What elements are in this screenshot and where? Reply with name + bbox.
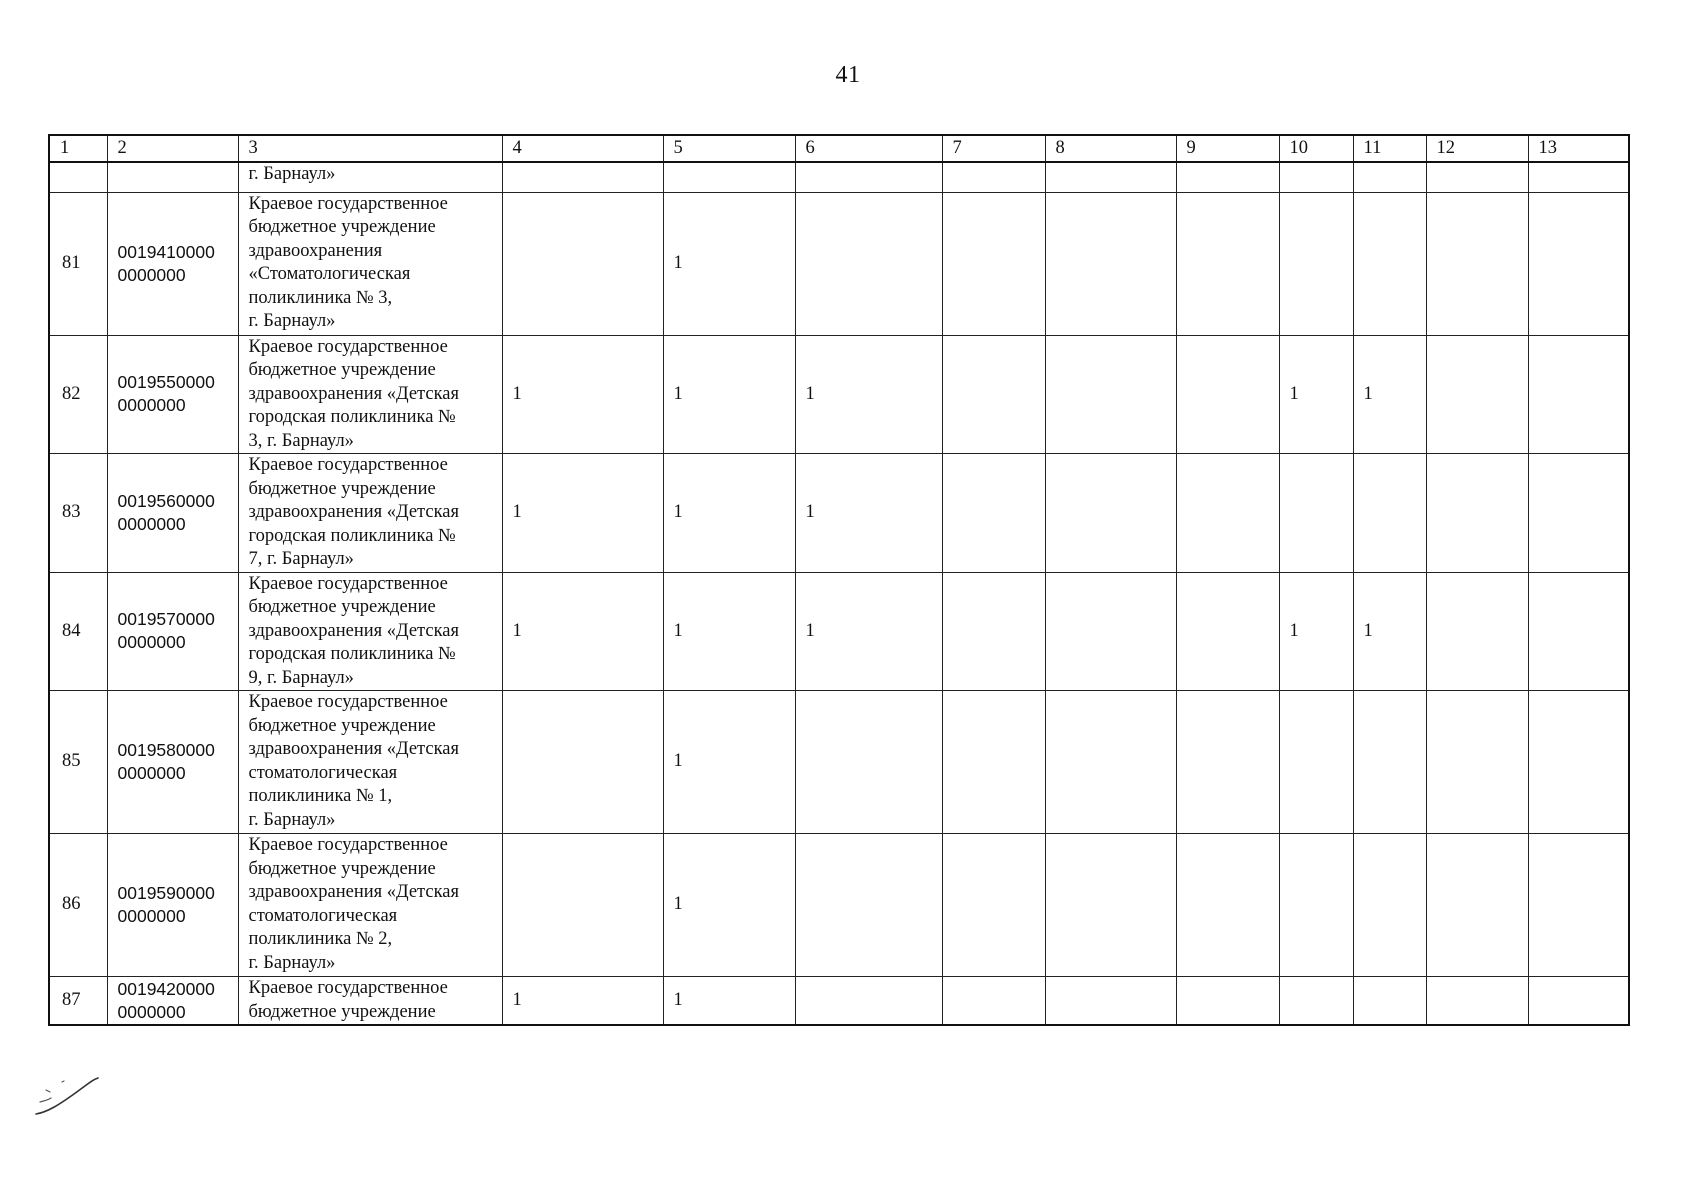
cell-col-5: 1 bbox=[663, 335, 795, 454]
row-number: 86 bbox=[49, 834, 107, 977]
cell-col-6 bbox=[795, 691, 942, 834]
registry-code-line: 0019570000 bbox=[117, 609, 215, 630]
organization-name bbox=[238, 162, 502, 192]
cell-col-11: 1 bbox=[1353, 335, 1426, 454]
cell-col-7 bbox=[942, 834, 1045, 977]
cell-col-12 bbox=[1426, 335, 1528, 454]
cell-col-9 bbox=[1176, 454, 1279, 573]
registry-code-line: 0019550000 bbox=[117, 372, 215, 393]
organization-name-line: Краевое государственное bbox=[248, 835, 448, 855]
cell-col-6 bbox=[795, 834, 942, 977]
registry-code bbox=[107, 572, 238, 691]
cell-col-12 bbox=[1426, 162, 1528, 192]
registry-code bbox=[107, 454, 238, 573]
organization-name-line: здравоохранения «Детская bbox=[248, 620, 460, 641]
column-header-13: 13 bbox=[1528, 135, 1629, 162]
organization-name-line: 7, г. Барнаул» bbox=[248, 549, 354, 569]
cell-col-6: 1 bbox=[795, 335, 942, 454]
organization-name-line: городская поликлиника № bbox=[248, 644, 456, 664]
cell-col-7 bbox=[942, 454, 1045, 573]
organization-name-line: Краевое государственное bbox=[248, 455, 448, 475]
cell-col-4: 1 bbox=[502, 977, 663, 1026]
cell-col-11 bbox=[1353, 192, 1426, 335]
cell-col-9 bbox=[1176, 192, 1279, 335]
row-number: 84 bbox=[49, 572, 107, 691]
column-header-12: 12 bbox=[1426, 135, 1528, 162]
table-row bbox=[49, 454, 1629, 573]
cell-col-11 bbox=[1353, 691, 1426, 834]
column-header-1: 1 bbox=[49, 135, 107, 162]
registry-code-line: 0019410000 bbox=[117, 241, 215, 262]
cell-col-7 bbox=[942, 335, 1045, 454]
registry-code-line: 0019560000 bbox=[117, 490, 215, 511]
cell-col-8 bbox=[1045, 572, 1176, 691]
organization-name-line: Краевое государственное bbox=[248, 193, 448, 214]
column-header-9: 9 bbox=[1176, 135, 1279, 162]
organization-name-line: здравоохранения «Детская bbox=[248, 739, 460, 759]
table-row bbox=[49, 977, 1629, 1026]
cell-col-9 bbox=[1176, 162, 1279, 192]
cell-col-6 bbox=[795, 162, 942, 192]
column-header-11: 11 bbox=[1353, 135, 1426, 162]
cell-col-12 bbox=[1426, 572, 1528, 691]
page-number: 41 bbox=[835, 62, 861, 88]
cell-col-4 bbox=[502, 834, 663, 977]
cell-col-4 bbox=[502, 691, 663, 834]
table-row bbox=[49, 834, 1629, 977]
organization-name-line: 9, г. Барнаул» bbox=[248, 667, 354, 688]
cell-col-5: 1 bbox=[663, 691, 795, 834]
organization-name-line: городская поликлиника № bbox=[248, 525, 456, 546]
cell-col-9 bbox=[1176, 335, 1279, 454]
cell-col-9 bbox=[1176, 834, 1279, 977]
cell-col-8 bbox=[1045, 335, 1176, 454]
cell-col-5: 1 bbox=[663, 834, 795, 977]
cell-col-11 bbox=[1353, 977, 1426, 1026]
cell-col-8 bbox=[1045, 162, 1176, 192]
cell-col-10 bbox=[1279, 977, 1353, 1026]
registry-code bbox=[107, 162, 238, 192]
organization-name-line: бюджетное учреждение bbox=[248, 1001, 436, 1022]
table-row bbox=[49, 192, 1629, 335]
cell-col-8 bbox=[1045, 834, 1176, 977]
organization-name-line: поликлиника № 2, bbox=[248, 929, 393, 949]
header-row bbox=[49, 135, 1629, 162]
registry-code-line: 0019580000 bbox=[117, 740, 215, 760]
organization-name-line: бюджетное учреждение bbox=[248, 858, 436, 879]
organization-name-line: Краевое государственное bbox=[248, 692, 448, 712]
cell-col-5: 1 bbox=[663, 572, 795, 691]
organization-name-line: стоматологическая bbox=[248, 762, 398, 783]
cell-col-6 bbox=[795, 977, 942, 1026]
row-number: 85 bbox=[49, 691, 107, 834]
cell-col-13 bbox=[1528, 834, 1629, 977]
column-header-2: 2 bbox=[107, 135, 238, 162]
cell-col-13 bbox=[1528, 691, 1629, 834]
registry-code-line: 0000000 bbox=[117, 395, 186, 416]
column-header-4: 4 bbox=[502, 135, 663, 162]
registry-code-line: 0000000 bbox=[117, 1001, 186, 1022]
cell-col-7 bbox=[942, 162, 1045, 192]
registry-code bbox=[107, 834, 238, 977]
row-number bbox=[49, 162, 107, 192]
organization-name-line: городская поликлиника № bbox=[248, 407, 456, 427]
cell-col-9 bbox=[1176, 691, 1279, 834]
cell-col-12 bbox=[1426, 454, 1528, 573]
cell-col-5: 1 bbox=[663, 192, 795, 335]
organization-name bbox=[238, 977, 502, 1026]
table-row bbox=[49, 691, 1629, 834]
organization-name bbox=[238, 192, 502, 335]
cell-col-6: 1 bbox=[795, 454, 942, 573]
organization-name-line: здравоохранения «Детская bbox=[248, 383, 460, 404]
cell-col-5: 1 bbox=[663, 977, 795, 1026]
registry-code-line: 0000000 bbox=[117, 513, 186, 534]
cell-col-11: 1 bbox=[1353, 572, 1426, 691]
organization-name-line: поликлиника № 1, bbox=[248, 786, 393, 806]
cell-col-10 bbox=[1279, 192, 1353, 335]
organization-name-line: г. Барнаул» bbox=[248, 311, 336, 331]
cell-col-13 bbox=[1528, 162, 1629, 192]
table-row bbox=[49, 162, 1629, 192]
handwritten-signature bbox=[34, 1068, 114, 1120]
row-number: 81 bbox=[49, 192, 107, 335]
cell-col-12 bbox=[1426, 691, 1528, 834]
cell-col-4 bbox=[502, 192, 663, 335]
registry-code-line: 0000000 bbox=[117, 763, 186, 783]
row-number: 82 bbox=[49, 335, 107, 454]
cell-col-13 bbox=[1528, 335, 1629, 454]
organization-name-line: бюджетное учреждение bbox=[248, 217, 436, 237]
organization-name-line: «Стоматологическая bbox=[248, 264, 411, 284]
table-row bbox=[49, 335, 1629, 454]
cell-col-7 bbox=[942, 192, 1045, 335]
cell-col-8 bbox=[1045, 454, 1176, 573]
cell-col-9 bbox=[1176, 572, 1279, 691]
cell-col-13 bbox=[1528, 454, 1629, 573]
cell-col-12 bbox=[1426, 834, 1528, 977]
cell-col-4: 1 bbox=[502, 572, 663, 691]
cell-col-4: 1 bbox=[502, 454, 663, 573]
column-header-3: 3 bbox=[238, 135, 502, 162]
cell-col-5 bbox=[663, 162, 795, 192]
registry-code-line: 0000000 bbox=[117, 632, 186, 653]
organization-name-line: Краевое государственное bbox=[248, 978, 448, 998]
organization-name bbox=[238, 572, 502, 691]
registry-code bbox=[107, 335, 238, 454]
cell-col-6: 1 bbox=[795, 572, 942, 691]
row-number: 83 bbox=[49, 454, 107, 573]
organization-name-line: Краевое государственное bbox=[248, 573, 448, 594]
organization-name-line: г. Барнаул» bbox=[248, 164, 336, 184]
organization-name-line: Краевое государственное bbox=[248, 336, 448, 357]
cell-col-7 bbox=[942, 691, 1045, 834]
cell-col-7 bbox=[942, 977, 1045, 1026]
cell-col-11 bbox=[1353, 162, 1426, 192]
cell-col-4 bbox=[502, 162, 663, 192]
organization-name-line: бюджетное учреждение bbox=[248, 478, 436, 499]
organization-name bbox=[238, 691, 502, 834]
table-body bbox=[49, 135, 1629, 1025]
registry-code-line: 0019420000 bbox=[117, 978, 215, 999]
cell-col-12 bbox=[1426, 977, 1528, 1026]
registry-table bbox=[48, 134, 1630, 1026]
cell-col-8 bbox=[1045, 192, 1176, 335]
organization-name-line: г. Барнаул» bbox=[248, 809, 336, 830]
cell-col-5: 1 bbox=[663, 454, 795, 573]
cell-col-10: 1 bbox=[1279, 335, 1353, 454]
cell-col-10 bbox=[1279, 834, 1353, 977]
column-header-5: 5 bbox=[663, 135, 795, 162]
cell-col-6 bbox=[795, 192, 942, 335]
registry-code bbox=[107, 192, 238, 335]
cell-col-12 bbox=[1426, 192, 1528, 335]
organization-name-line: здравоохранения «Детская bbox=[248, 882, 460, 902]
cell-col-13 bbox=[1528, 572, 1629, 691]
cell-col-10 bbox=[1279, 162, 1353, 192]
organization-name-line: здравоохранения bbox=[248, 240, 383, 261]
column-header-8: 8 bbox=[1045, 135, 1176, 162]
organization-name-line: стоматологическая bbox=[248, 905, 398, 926]
organization-name-line: бюджетное учреждение bbox=[248, 715, 436, 736]
organization-name-line: бюджетное учреждение bbox=[248, 597, 436, 617]
organization-name bbox=[238, 454, 502, 573]
cell-col-10: 1 bbox=[1279, 572, 1353, 691]
cell-col-13 bbox=[1528, 192, 1629, 335]
organization-name bbox=[238, 834, 502, 977]
cell-col-13 bbox=[1528, 977, 1629, 1026]
registry-code-line: 0000000 bbox=[117, 264, 186, 285]
column-header-10: 10 bbox=[1279, 135, 1353, 162]
registry-code-line: 0000000 bbox=[117, 906, 186, 926]
registry-code bbox=[107, 977, 238, 1026]
organization-name-line: поликлиника № 3, bbox=[248, 287, 393, 308]
organization-name bbox=[238, 335, 502, 454]
cell-col-7 bbox=[942, 572, 1045, 691]
organization-name-line: бюджетное учреждение bbox=[248, 360, 436, 380]
registry-code bbox=[107, 691, 238, 834]
column-header-6: 6 bbox=[795, 135, 942, 162]
cell-col-4: 1 bbox=[502, 335, 663, 454]
registry-code-line: 0019590000 bbox=[117, 883, 215, 903]
cell-col-8 bbox=[1045, 977, 1176, 1026]
cell-col-10 bbox=[1279, 691, 1353, 834]
cell-col-9 bbox=[1176, 977, 1279, 1026]
cell-col-11 bbox=[1353, 834, 1426, 977]
table-row bbox=[49, 572, 1629, 691]
cell-col-11 bbox=[1353, 454, 1426, 573]
cell-col-10 bbox=[1279, 454, 1353, 573]
row-number: 87 bbox=[49, 977, 107, 1026]
organization-name-line: 3, г. Барнаул» bbox=[248, 430, 354, 451]
organization-name-line: г. Барнаул» bbox=[248, 952, 336, 973]
organization-name-line: здравоохранения «Детская bbox=[248, 502, 460, 522]
cell-col-8 bbox=[1045, 691, 1176, 834]
column-header-7: 7 bbox=[942, 135, 1045, 162]
